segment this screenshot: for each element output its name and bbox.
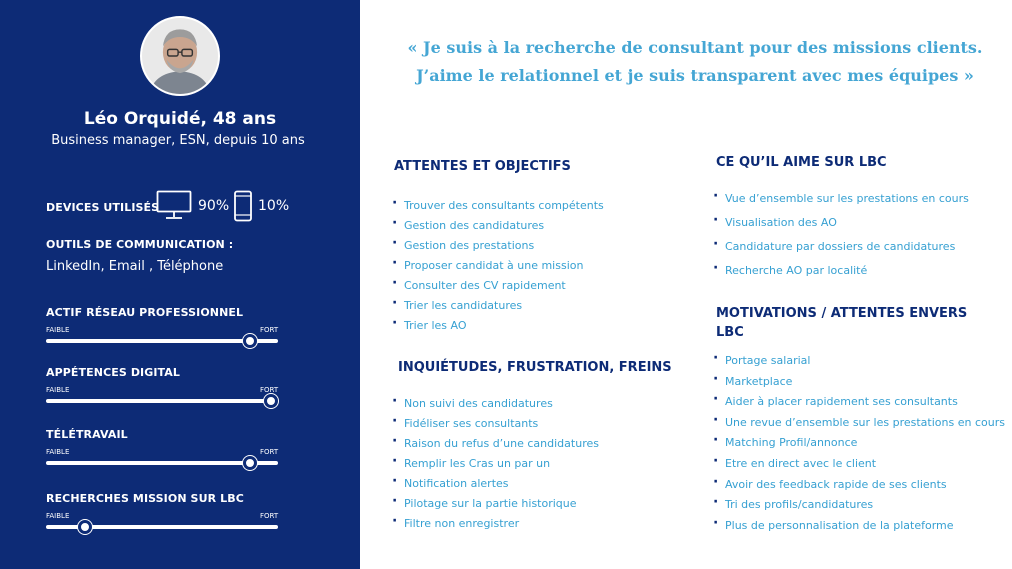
list-item: · Raison du refus d’une candidatures	[392, 436, 599, 456]
slider-max-label: FORT	[260, 326, 279, 334]
slider-min-label: FAIBLE	[46, 326, 70, 334]
list-item: · Marketplace	[713, 374, 1005, 395]
slider-label: ACTIF RÉSEAU PROFESSIONNEL	[46, 306, 244, 319]
section-title-motivations: MOTIVATIONS / ATTENTES ENVERS LBC	[716, 306, 968, 340]
slider-teletravail	[0, 428, 360, 478]
monitor-icon	[156, 190, 192, 220]
list-item: · Etre en direct avec le client	[713, 456, 1005, 477]
list-item: · Proposer candidat à une mission	[392, 258, 604, 278]
list-item: · Visualisation des AO	[713, 215, 969, 239]
section-title-inquietudes: INQUIÉTUDES, FRUSTRATION, FREINS	[398, 360, 672, 375]
tools-label: OUTILS DE COMMUNICATION :	[46, 238, 234, 251]
slider-track	[46, 399, 278, 403]
slider-track	[46, 339, 278, 343]
list-inquietudes	[392, 396, 599, 536]
list-item: · Filtre non enregistrer	[392, 516, 599, 536]
list-item: · Matching Profil/annonce	[713, 435, 1005, 456]
list-item: · Tri des profils/candidatures	[713, 497, 1005, 518]
slider-max-label: FORT	[260, 512, 279, 520]
slider-label: RECHERCHES MISSION SUR LBC	[46, 492, 244, 505]
desktop-percentage: 90%	[198, 198, 230, 214]
list-item: · Pilotage sur la partie historique	[392, 496, 599, 516]
list-item: · Non suivi des candidatures	[392, 396, 599, 416]
slider-recherches	[0, 492, 360, 542]
section-title-attentes: ATTENTES ET OBJECTIFS	[394, 159, 571, 174]
list-item: · Gestion des prestations	[392, 238, 604, 258]
persona-role: Business manager, ESN, depuis 10 ans	[51, 133, 305, 148]
list-item: · Recherche AO par localité	[713, 263, 969, 287]
slider-knob[interactable]	[243, 334, 257, 348]
list-item: · Trier les AO	[392, 318, 604, 338]
slider-label: APPÉTENCES DIGITAL	[46, 366, 181, 379]
slider-min-label: FAIBLE	[46, 448, 70, 456]
list-item: · Vue d’ensemble sur les prestations en cours	[713, 191, 969, 215]
persona-sidebar	[0, 0, 360, 569]
list-item: · Avoir des feedback rapide de ses clients	[713, 477, 1005, 498]
slider-max-label: FORT	[260, 386, 279, 394]
tools-value: LinkedIn, Email , Téléphone	[46, 259, 224, 274]
list-item: · Notification alertes	[392, 476, 599, 496]
devices-row	[0, 190, 360, 222]
slider-track	[46, 461, 278, 465]
slider-min-label: FAIBLE	[46, 512, 70, 520]
slider-digital	[0, 366, 360, 416]
list-item: · Plus de personnalisation de la plateforme	[713, 518, 1005, 539]
persona-name: Léo Orquidé, 48 ans	[83, 109, 277, 129]
list-item: · Trouver des consultants compétents	[392, 198, 604, 218]
list-item: · Trier les candidatures	[392, 298, 604, 318]
list-item: · Remplir les Cras un par un	[392, 456, 599, 476]
mobile-percentage: 10%	[258, 198, 290, 214]
list-aime	[713, 191, 969, 287]
slider-min-label: FAIBLE	[46, 386, 70, 394]
slider-label: TÉLÉTRAVAIL	[46, 428, 128, 441]
slider-track	[46, 525, 278, 529]
slider-knob[interactable]	[243, 456, 257, 470]
list-item: · Aider à placer rapidement ses consultants	[713, 394, 1005, 415]
list-item: · Portage salarial	[713, 353, 1005, 374]
slider-knob[interactable]	[78, 520, 92, 534]
person-photo-icon	[142, 18, 218, 94]
slider-knob[interactable]	[264, 394, 278, 408]
list-item: · Fidéliser ses consultants	[392, 416, 599, 436]
list-attentes	[392, 198, 604, 338]
list-item: · Gestion des candidatures	[392, 218, 604, 238]
phone-icon	[233, 190, 253, 222]
devices-label: DEVICES UTILISÉS	[46, 201, 160, 214]
persona-quote	[400, 34, 990, 90]
quote-line-1: « Je suis à la recherche de consultant pour des missions clients.	[407, 38, 983, 57]
slider-reseau	[0, 306, 360, 356]
slider-max-label: FORT	[260, 448, 279, 456]
list-item: · Candidature par dossiers de candidatures	[713, 239, 969, 263]
list-item: · Consulter des CV rapidement	[392, 278, 604, 298]
list-motivations	[713, 353, 1005, 538]
quote-line-2: J’aime le relationnel et je suis transparent avec mes équipes »	[416, 66, 974, 85]
avatar	[140, 16, 220, 96]
list-item: · Une revue d’ensemble sur les prestations en cours	[713, 415, 1005, 436]
section-title-aime: CE QU’IL AIME SUR LBC	[716, 155, 887, 170]
